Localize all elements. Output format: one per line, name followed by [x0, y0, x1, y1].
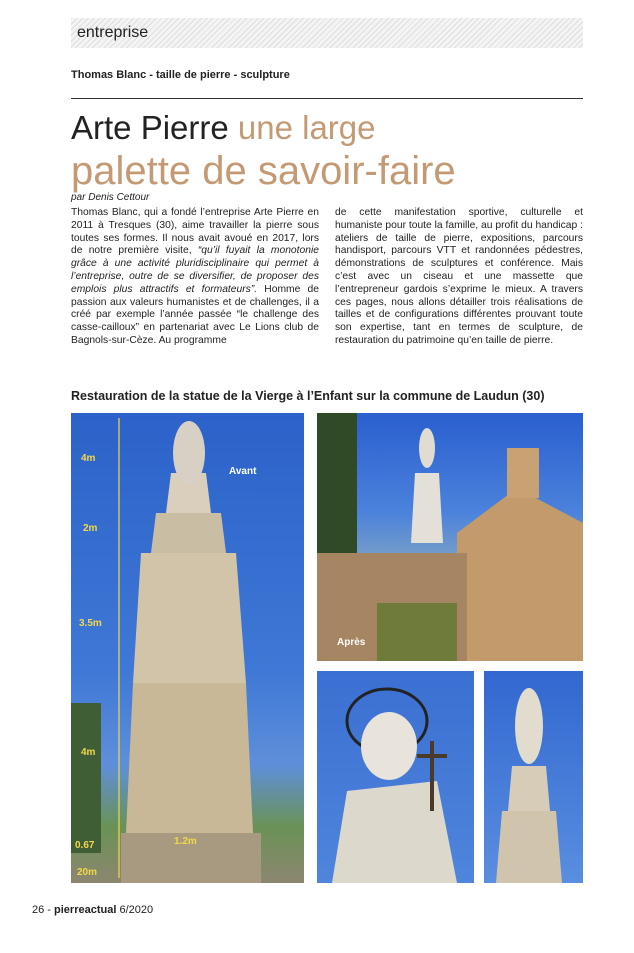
headline-brand: Arte Pierre: [71, 109, 229, 146]
divider: [71, 98, 583, 99]
measurement-label: 4m: [81, 747, 96, 758]
section-header-band: [71, 18, 583, 48]
photo-after-chapel: [317, 413, 583, 661]
page-footer: [32, 904, 153, 916]
body-text: Thomas Blanc, qui a fondé l’entreprise Arte Pierre en 2011 à Tresques (30), aime travailler la pierre sous toutes ses formes. Il nous avait avoué en 2017, lors de notre première visite,: [71, 207, 319, 257]
footer-separator: -: [44, 904, 55, 916]
photo-caption: Restauration de la statue de la Vierge à l’Enfant sur la commune de Laudun (30): [71, 389, 545, 403]
body-column-1: [71, 207, 319, 348]
section-label: entreprise: [77, 24, 149, 41]
body-column-2: [335, 207, 583, 348]
before-label: Avant: [229, 466, 257, 477]
issue-number: 6/2020: [119, 904, 154, 916]
headline-accent-2: palette de savoir-faire: [71, 149, 456, 193]
magazine-name: pierreactual: [54, 904, 117, 916]
body-quote: “qu’il fuyait la monotonie grâce à une activité pluridisciplinaire qui permet à l’entreprise, outre de se diversifier, de proposer des emplois plus attractifs et formateurs”.: [71, 245, 319, 295]
measurement-label: 3.5m: [79, 618, 102, 629]
photo-statue-closeup: [317, 671, 474, 883]
tower-top-illustration: [484, 671, 583, 883]
measurement-label: 0.67: [75, 840, 95, 851]
statue-illustration: [317, 671, 474, 883]
photo-before-statue: [71, 413, 304, 883]
measurement-label: 1.2m: [174, 836, 197, 847]
body-text: Homme de passion aux valeurs humanistes et de challenges, il a créé par exemple l’année passée “le challenge des casse-cailloux” en partenariat avec Le Lions club de Bagnols-sur-Cèze. Au programme: [71, 283, 319, 346]
byline: par Denis Cettour: [71, 192, 150, 203]
body-text: de cette manifestation sportive, culturelle et humaniste pour toute la famille, au profit du handicap : ateliers de taille de pierre, expositions, parcours handisport, parcours VTT et randonnées pédestres, démonstrations de sculptures et conférence. Mais c’est avec un ciseau et une massette que l’entrepreneur gardois s’exprime le mieux. A travers ces pages, nous allons détailler trois réalisations de tailles et de configurations différentes prouvant toute son expertise, tant en termes de sculpture, de restauration du patrimoine qu’en taille de pierre.: [335, 207, 583, 346]
kicker: Thomas Blanc - taille de pierre - sculpture: [71, 69, 290, 81]
headline-accent-1: une large: [237, 109, 376, 146]
measurement-label: 2m: [83, 523, 98, 534]
tower-illustration: [71, 413, 304, 883]
measurement-label: 4m: [81, 453, 96, 464]
headline-line-1: [71, 108, 376, 148]
page-number: 26: [32, 904, 45, 916]
after-label: Après: [337, 637, 366, 648]
measurement-label: 20m: [77, 867, 98, 878]
photo-tower-top: [484, 671, 583, 883]
chapel-illustration: [317, 413, 583, 661]
